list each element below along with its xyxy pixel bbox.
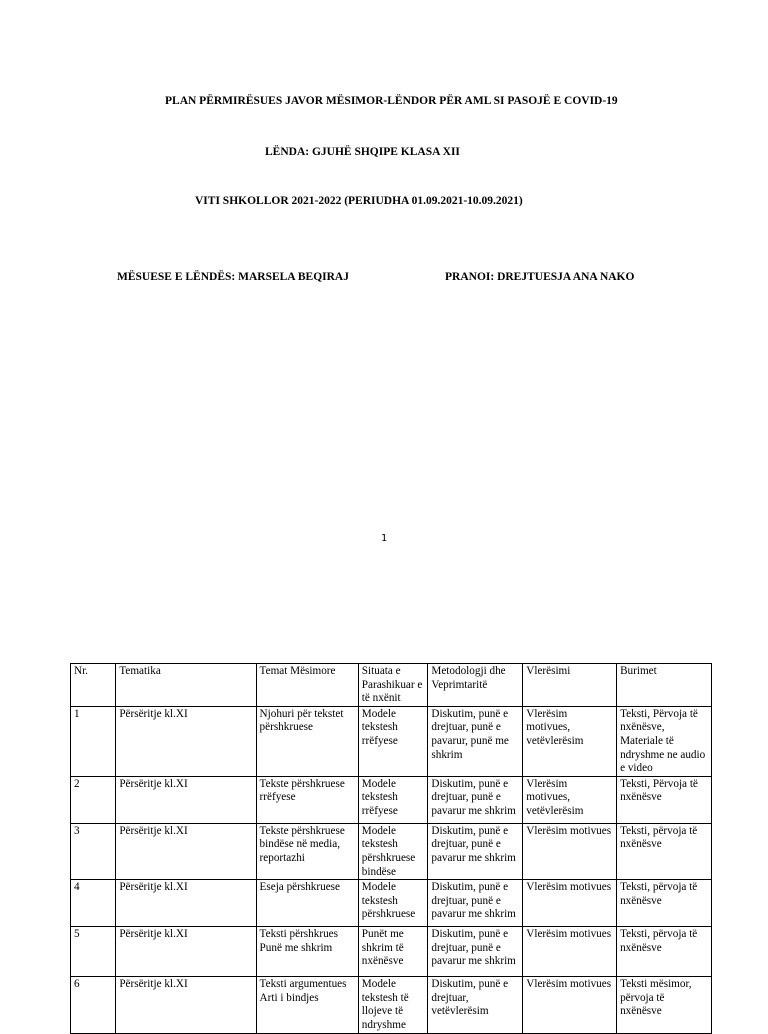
cell-burimet: Teksti, Përvoja të nxënësve (617, 776, 712, 823)
cell-temat: Njohuri për tekstet përshkruese (256, 706, 358, 776)
page-number: 1 (380, 533, 388, 544)
subject-line: LËNDA: GJUHË SHQIPE KLASA XII (265, 146, 460, 158)
cell-metodologji: Diskutim, punë e drejtuar, punë e pavarur me shkrim (428, 927, 523, 977)
cell-metodologji: Diskutim, punë e drejtuar, punë e pavarur me shkrim (428, 823, 523, 879)
cell-situata: Modele tekstesh rrëfyese (358, 776, 428, 823)
cell-temat: Eseja përshkruese (256, 880, 358, 927)
table-row (71, 880, 712, 927)
cell-tematika: Përsëritje kl.XI (116, 880, 256, 927)
cell-burimet: Teksti mësimor, përvoja të nxënësve (617, 977, 712, 1033)
header-nr: Nr. (71, 664, 116, 707)
cell-metodologji: Diskutim, punë e drejtuar, punë e pavarur, punë me shkrim (428, 706, 523, 776)
table-row (71, 927, 712, 977)
cell-vleresimi: Vlerësim motivues (523, 823, 617, 879)
cell-situata: Punët me shkrim të nxënësve (358, 927, 428, 977)
cell-metodologji: Diskutim, punë e drejtuar, vetëvlerësim (428, 977, 523, 1033)
cell-burimet: Teksti, përvoja të nxënësve (617, 823, 712, 879)
cell-metodologji: Diskutim, punë e drejtuar, punë e pavarur me shkrim (428, 880, 523, 927)
cell-situata: Modele tekstesh të llojeve të ndryshme (358, 977, 428, 1033)
cell-burimet: Teksti, përvoja të nxënësve (617, 880, 712, 927)
cell-temat: Tekste përshkruese bindëse në media, reportazhi (256, 823, 358, 879)
cell-tematika: Përsëritje kl.XI (116, 706, 256, 776)
lesson-plan-table (70, 663, 712, 1034)
cell-situata: Modele tekstesh përshkruese (358, 880, 428, 927)
cell-vleresimi: Vlerësim motivues, vetëvlerësim (523, 706, 617, 776)
cell-tematika: Përsëritje kl.XI (116, 823, 256, 879)
cell-burimet: Teksti, përvoja të nxënësve (617, 927, 712, 977)
cell-temat: Tekste përshkruese rrëfyese (256, 776, 358, 823)
cell-nr: 4 (71, 880, 116, 927)
cell-nr: 3 (71, 823, 116, 879)
header-situata: Situata e Parashikuar e të nxënit (358, 664, 428, 707)
approved-by-line: PRANOI: DREJTUESJA ANA NAKO (445, 271, 635, 283)
table-row (71, 706, 712, 776)
cell-nr: 6 (71, 977, 116, 1033)
cell-nr: 1 (71, 706, 116, 776)
cell-nr: 2 (71, 776, 116, 823)
table-row (71, 977, 712, 1033)
cell-tematika: Përsëritje kl.XI (116, 977, 256, 1033)
header-vleresimi: Vlerësimi (523, 664, 617, 707)
cell-tematika: Përsëritje kl.XI (116, 927, 256, 977)
table-header-row (71, 664, 712, 707)
header-burimet: Burimet (617, 664, 712, 707)
teacher-line: MËSUESE E LËNDËS: MARSELA BEQIRAJ (117, 271, 349, 283)
cell-tematika: Përsëritje kl.XI (116, 776, 256, 823)
cell-situata: Modele tekstesh rrëfyese (358, 706, 428, 776)
school-year-line: VITI SHKOLLOR 2021-2022 (PERIUDHA 01.09.2021-10.09.2021) (195, 195, 523, 207)
cell-vleresimi: Vlerësim motivues (523, 977, 617, 1033)
header-tematika: Tematika (116, 664, 256, 707)
cell-metodologji: Diskutim, punë e drejtuar, punë e pavarur me shkrim (428, 776, 523, 823)
header-temat-mesimore: Temat Mësimore (256, 664, 358, 707)
cell-temat: Teksti përshkrues Punë me shkrim (256, 927, 358, 977)
cell-vleresimi: Vlerësim motivues (523, 880, 617, 927)
header-metodologji: Metodologji dhe Veprimtaritë (428, 664, 523, 707)
cell-vleresimi: Vlerësim motivues, vetëvlerësim (523, 776, 617, 823)
cell-temat: Teksti argumentues Arti i bindjes (256, 977, 358, 1033)
table-row (71, 823, 712, 879)
cell-burimet: Teksti, Përvoja të nxënësve, Materiale të ndryshme ne audio e video (617, 706, 712, 776)
cell-vleresimi: Vlerësim motivues (523, 927, 617, 977)
cell-situata: Modele tekstesh përshkruese bindëse (358, 823, 428, 879)
cell-nr: 5 (71, 927, 116, 977)
document-title: PLAN PËRMIRËSUES JAVOR MËSIMOR-LËNDOR PËR AML SI PASOJË E COVID-19 (165, 95, 618, 107)
table-row (71, 776, 712, 823)
